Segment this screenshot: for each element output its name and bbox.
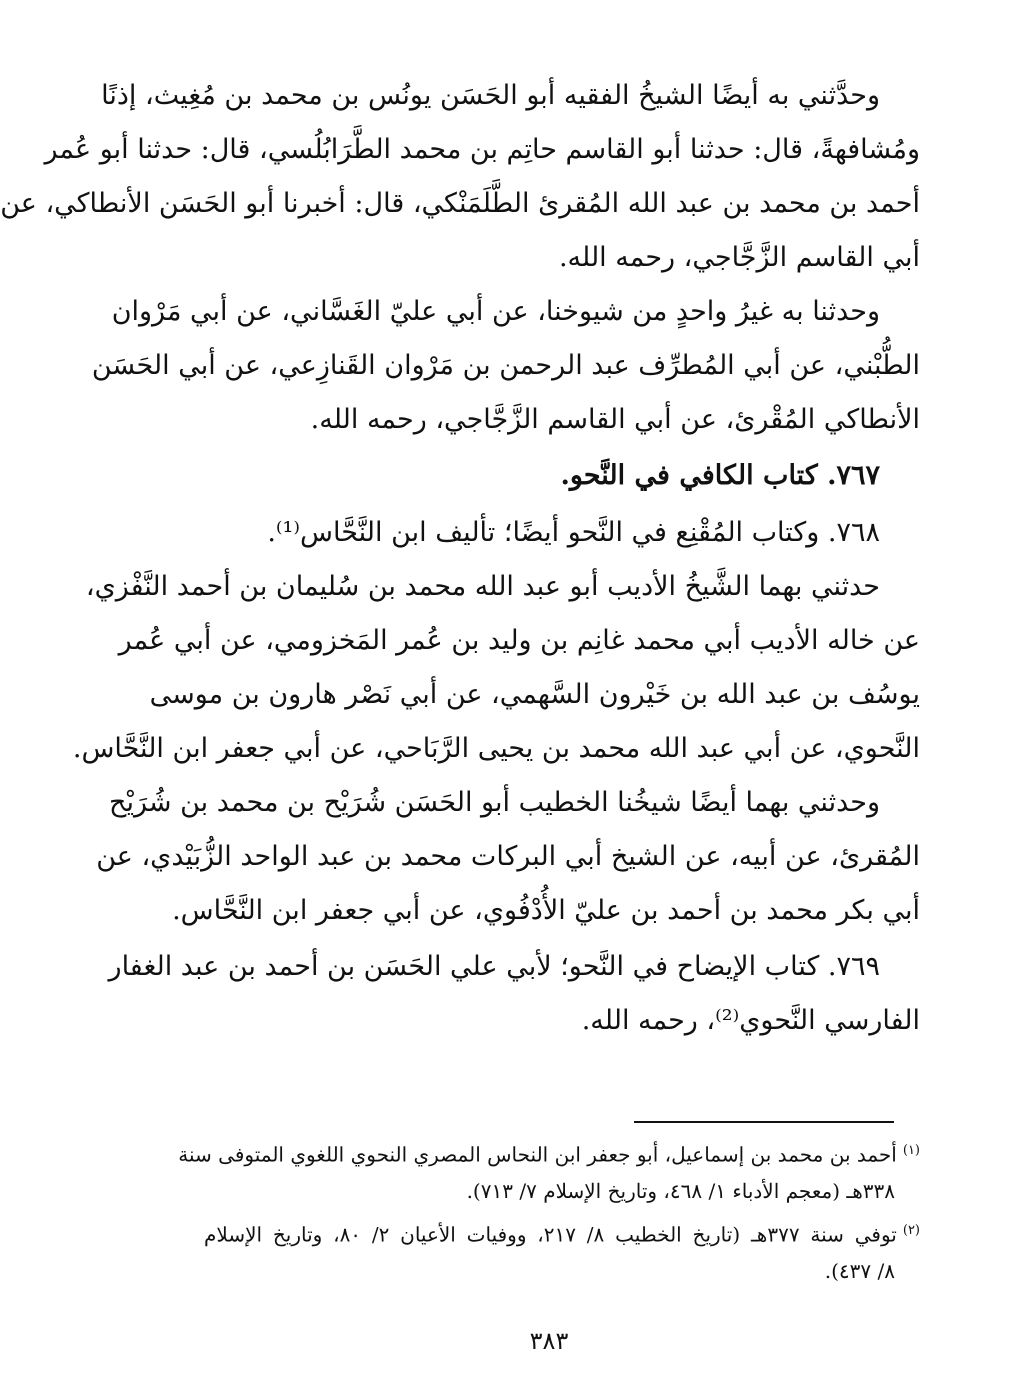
body-line: أبي القاسم الزَّجَّاجي، رحمه الله. (558, 242, 920, 273)
footnote-marker: (١) (902, 1143, 920, 1158)
body-line: وحدثني بهما أيضًا شيخُنا الخطيب أبو الحَسَن شُرَيْح بن محمد بن شُرَيْح (109, 787, 880, 818)
footnote-1-continuation: ٣٣٨هـ (معجم الأدباء ١/ ٤٦٨، وتاريخ الإسلام ٧/ ٧١٣). (466, 1179, 895, 1203)
body-line: عن خاله الأديب أبي محمد غانِم بن وليد بن عُمر المَخزومي، عن أبي عُمر (118, 625, 920, 656)
body-line: النَّحوي، عن أبي عبد الله محمد بن يحيى الرَّبَاحي، عن أبي جعفر ابن النَّحَّاس. (72, 733, 920, 764)
body-line: أبي بكر محمد بن أحمد بن عليّ الأُدْفُوي، عن أبي جعفر ابن النَّحَّاس. (172, 895, 920, 926)
body-line: يوسُف بن عبد الله بن خَيْرون السَّهمي، عن أبي نَصْر هارون بن موسى (149, 679, 920, 710)
body-line: ومُشافهةً، قال: حدثنا أبو القاسم حاتِم بن محمد الطَّرَابُلُسي، قال: حدثنا أبو عُمر (44, 134, 920, 165)
entry-heading-769: ٧٦٩. كتاب الإيضاح في النَّحو؛ لأبي علي الحَسَن بن أحمد بن عبد الغفار (108, 951, 880, 982)
body-line: المُقرئ، عن أبيه، عن الشيخ أبي البركات محمد بن عبد الواحد الزُّبَيْدي، عن (96, 841, 920, 872)
footnote-text: أحمد بن محمد بن إسماعيل، أبو جعفر ابن النحاس المصري النحوي اللغوي المتوفى سنة (178, 1142, 897, 1167)
body-line: الطُّبْني، عن أبي المُطرِّف عبد الرحمن بن مَرْوان القَنازِعي، عن أبي الحَسَن (91, 350, 920, 381)
body-line: وحدثنا به غيرُ واحدٍ من شيوخنا، عن أبي عليّ الغَسَّاني، عن أبي مَرْوان (111, 296, 880, 327)
body-line: الفارسي النَّحوي⁽²⁾، رحمه الله. (581, 1005, 920, 1036)
footnote-marker: (٢) (902, 1223, 920, 1238)
footnote-2 (204, 1216, 920, 1248)
entry-heading-768: ٧٦٨. وكتاب المُقْنِع في النَّحو أيضًا؛ تأليف ابن النَّحَّاس⁽¹⁾. (267, 517, 880, 548)
footnote-separator (634, 1121, 894, 1123)
footnote-2-continuation: ٨/ ٤٣٧). (824, 1259, 895, 1283)
body-line: الأنطاكي المُقْرئ، عن أبي القاسم الزَّجَّاجي، رحمه الله. (310, 404, 920, 435)
footnote-text: توفي سنة ٣٧٧هـ (تاريخ الخطيب ٨/ ٢١٧، ووفيات الأعيان ٢/ ٨٠، وتاريخ الإسلام (204, 1222, 897, 1247)
page-number: ٣٨٣ (529, 1327, 569, 1355)
body-line: وحدَّثني به أيضًا الشيخُ الفقيه أبو الحَسَن يونُس بن محمد بن مُغِيث، إذنًا (101, 80, 880, 111)
entry-heading-767: ٧٦٧. كتاب الكافي في النَّحو. (560, 460, 880, 491)
footnote-1 (178, 1136, 920, 1168)
body-line: أحمد بن محمد بن عبد الله المُقرئ الطَّلَمَنْكي، قال: أخبرنا أبو الحَسَن الأنطاكي، عن (0, 188, 920, 219)
body-line: حدثني بهما الشَّيخُ الأديب أبو عبد الله محمد بن سُليمان بن أحمد النَّفْزي، (85, 571, 880, 602)
